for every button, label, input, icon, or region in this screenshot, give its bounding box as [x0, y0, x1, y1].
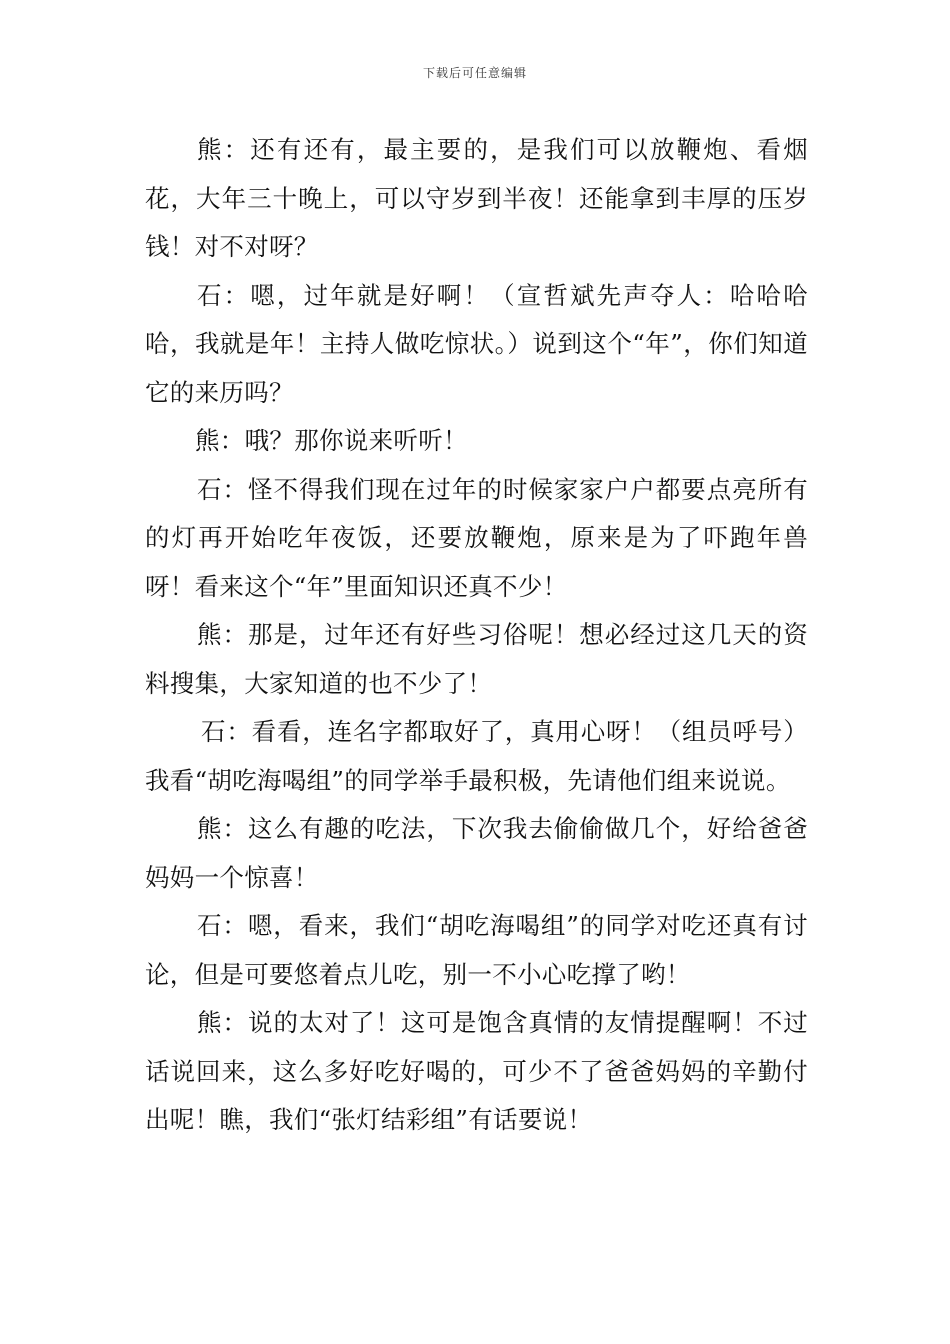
- paragraph: 石：看看，连名字都取好了，真用心呀！（组员呼号）我看“胡吃海喝组”的同学举手最积极，先请他们组来说说。: [145, 717, 808, 795]
- page-header-note: 下载后可任意编辑: [422, 66, 527, 80]
- paragraph: 熊：这么有趣的吃法，下次我去偷偷做几个，好给爸爸妈妈一个惊喜！: [145, 814, 808, 892]
- paragraph: 熊：那是，过年还有好些习俗呢！想必经过这几天的资料搜集，大家知道的也不少了！: [145, 620, 808, 698]
- paragraph: 熊：说的太对了！这可是饱含真情的友情提醒啊！不过话说回来，这么多好吃好喝的，可少不了爸爸妈妈的辛勤付出呢！瞧，我们“张灯结彩组”有话要说！: [145, 1008, 808, 1134]
- paragraph: 石：嗯，过年就是好啊！（宣哲斌先声夺人：哈哈哈哈，我就是年！主持人做吃惊状。）说到这个“年”，你们知道它的来历吗？: [145, 280, 808, 407]
- paragraph: 熊：哦？那你说来听听！: [195, 426, 468, 455]
- script-body: [145, 126, 808, 1145]
- paragraph: 石：怪不得我们现在过年的时候家家户户都要点亮所有的灯再开始吃年夜饭，还要放鞭炮，原来是为了吓跑年兽呀！看来这个“年”里面知识还真不少！: [145, 474, 808, 601]
- paragraph: 熊：还有还有，最主要的，是我们可以放鞭炮、看烟花，大年三十晚上，可以守岁到半夜！还能拿到丰厚的压岁钱！对不对呀？: [145, 135, 808, 261]
- paragraph: 石：嗯，看来，我们“胡吃海喝组”的同学对吃还真有讨论，但是可要悠着点儿吃，别一不小心吃撑了哟！: [145, 911, 808, 989]
